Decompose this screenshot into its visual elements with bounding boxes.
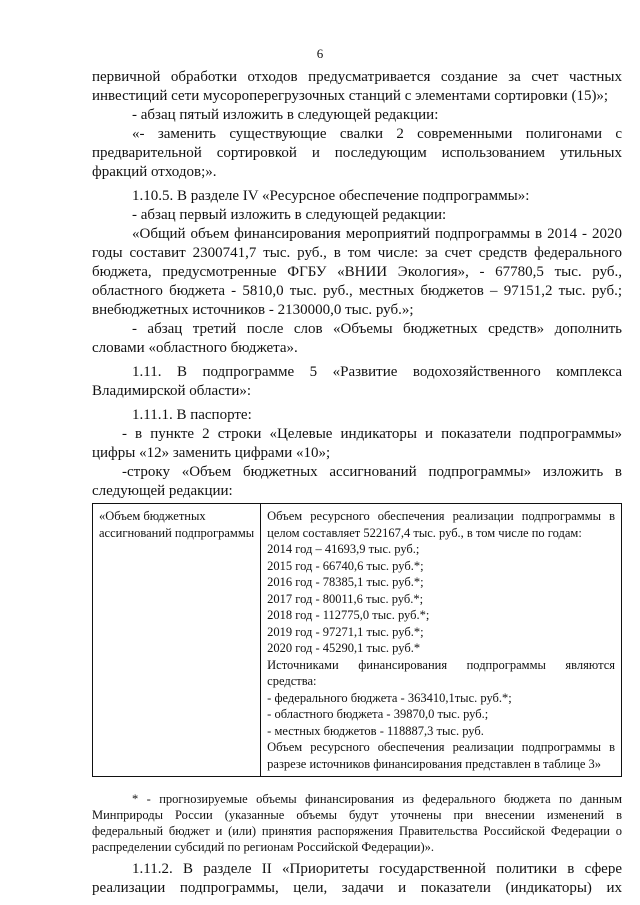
text-line: словами «областного бюджета». [92,340,298,356]
text-line: целом составляет 522167,4 тыс. руб., в том числе по годам: [267,525,582,540]
section-heading-priorities [92,860,622,898]
document-body [92,68,622,898]
text-line: внебюджетных источников - 2130000,0 тыс. руб.»; [92,302,414,318]
text-line: предварительной сортировкой и последующим использованием утильных [92,145,622,161]
text-line: - абзац третий после слов «Объемы бюджетных средств» дополнить [132,321,622,337]
text-line: инвестиций сети мусороперегрузочных станций с элементами сортировки (15)»; [92,88,609,104]
section-heading-subprogram [92,363,622,401]
text-line: реализации подпрограммы, цели, задачи и показатели (индикаторы) их [92,880,622,896]
text-line: годы составит 2300741,7 тыс. руб., в том числе: за счет средств федерального [92,245,622,261]
text-line: - в пункте 2 строки «Целевые индикаторы и показатели подпрограммы» [122,426,622,442]
year-line: 2017 год - 80011,6 тыс. руб.*; [267,591,424,606]
table-row [93,504,622,777]
year-line: 2015 год - 66740,6 тыс. руб.*; [267,558,424,573]
paragraph-instruction: - абзац пятый изложить в следующей редакции: [132,107,439,123]
text-line: -строку «Объем бюджетных ассигнований подпрограммы» изложить в [122,464,622,480]
paragraph-row-change [92,463,622,501]
budget-table [92,503,622,777]
text-line: * - прогнозируемые объемы финансирования из федерального бюджета по данным [132,792,622,806]
text-line: цифры «12» заменить цифрами «10»; [92,445,331,461]
text-line: Владимирской области»: [92,383,252,399]
year-line: 2018 год - 112775,0 тыс. руб.*; [267,608,430,622]
text-line: первичной обработки отходов предусматривается создание за счет частных [92,69,622,85]
text-line: бюджета, предусмотренные ФГБУ «ВНИИ Экология», - 67780,5 тыс. руб., [92,264,622,280]
text-line: Минприроды России (указанные объемы будут уточнены при внесении изменений в [92,808,622,822]
text-line: 1.11.2. В разделе II «Приоритеты государственной политики в сфере [132,861,622,877]
page-number: 6 [316,46,324,61]
text-line: Объем ресурсного обеспечения реализации подпрограммы в [267,509,615,523]
year-line: 2014 год – 41693,9 тыс. руб.; [267,542,420,556]
text-line: фракций отходов;». [92,164,217,180]
text-line: областного бюджета - 5810,0 тыс. руб., местных бюджетов – 97151,2 тыс. руб.; [92,283,622,299]
text-line: следующей редакции: [92,483,233,499]
text-line: федеральный бюджет и (или) принятия распоряжения Правительства Российской Федерации о [92,824,622,838]
year-line: 2016 год - 78385,1 тыс. руб.*; [267,575,424,589]
text-line: Источниками финансирования подпрограммы являются [267,657,615,672]
source-line: - федерального бюджета - 363410,1тыс. руб.*; [267,690,512,705]
paragraph-instruction: - абзац первый изложить в следующей редакции: [132,207,447,223]
paragraph-amend [92,320,622,358]
table-cell-value [261,504,622,777]
year-line: 2019 год - 97271,1 тыс. руб.*; [267,624,424,639]
footnote [92,791,622,855]
text-line: Объем ресурсного обеспечения реализации подпрограммы в [267,740,615,754]
year-line: 2020 год - 45290,1 тыс. руб.* [267,641,421,655]
text-line: «Общий объем финансирования мероприятий подпрограммы в 2014 - 2020 [132,226,622,242]
paragraph-landfills [92,125,622,182]
source-line: - областного бюджета - 39870,0 тыс. руб.; [267,707,489,721]
text-line: 1.11. В подпрограмме 5 «Развитие водохозяйственного комплекса [132,364,622,380]
text-line: разрезе источников финансирования представлен в таблице 3» [267,756,602,771]
section-heading: 1.10.5. В разделе IV «Ресурсное обеспечение подпрограммы»: [132,188,530,204]
table-cell-label [93,504,261,777]
paragraph-indicators [92,425,622,463]
paragraph-sorting [92,68,622,106]
text-line: средства: [267,674,317,688]
text-line: ассигнований подпрограммы [99,525,255,540]
section-heading: 1.11.1. В паспорте: [132,407,252,423]
text-line: «Объем бюджетных [99,509,206,523]
paragraph-financing [92,225,622,320]
text-line: распределении субсидий по регионам Российской Федерации)». [92,840,434,854]
text-line: «- заменить существующие свалки 2 современными полигонами с [132,126,622,142]
source-line: - местных бюджетов - 118887,3 тыс. руб. [267,723,484,738]
